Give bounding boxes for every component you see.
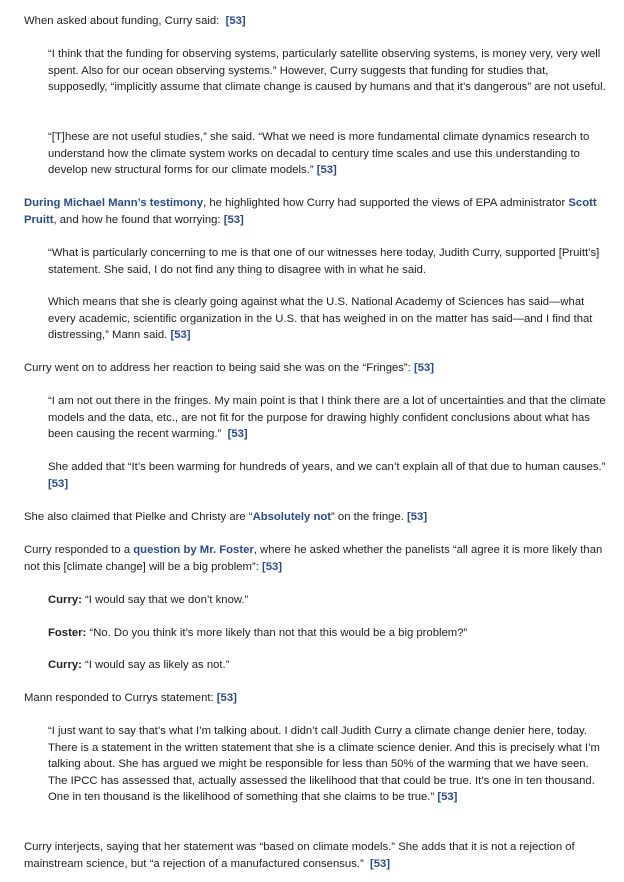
speaker-name: Curry: [48, 594, 82, 606]
scott-pruitt-link[interactable]: Scott Pruitt [24, 197, 597, 226]
quote-pruitt: “What is particularly concerning to me is that one of our witnesses here today, Judith Curry, supported [Pruitt’s] statement. She said, I do not find any thing to disagree with in what he said. [48, 247, 600, 276]
citation-link[interactable]: [53] [261, 560, 283, 573]
citation-link[interactable]: [53] [369, 857, 391, 870]
citation-link[interactable]: [53] [216, 692, 237, 704]
quote-funding: “I think that the funding for observing systems, particularly satellite observing systems, is money very, very well spent. Also for our ocean observing systems.” However, Curry suggests that funding for studies that, supposedly, “implicitly assume that climate change is caused by humans and that it’s dangerous” are not useful. [48, 48, 606, 94]
paragraph-funding: When asked about funding, Curry said: [53] [24, 15, 246, 27]
speaker-name: Foster: [48, 627, 87, 639]
citation-link[interactable]: [53] [170, 329, 191, 342]
dialog-line: Curry: “I would say as likely as not.” [48, 659, 230, 671]
citation-link[interactable]: [53] [413, 362, 435, 374]
paragraph-foster-question: Curry responded to a question by Mr. Foster, where he asked whether the panelists “all agree it is more likely than not this [climate change] will be a big problem”: [53] [24, 544, 603, 573]
paragraph-pielke-christy: She also claimed that Pielke and Christy are “Absolutely not” on the fringe. [53] [24, 511, 428, 523]
quote-warming: She added that “It’s been warming for hundreds of years, and we can’t explain all of that due to human causes.” [53] [48, 461, 606, 490]
absolutely-not-link[interactable]: Absolutely not [252, 511, 332, 523]
citation-link[interactable]: [53] [437, 791, 458, 804]
citation-link[interactable]: [53] [227, 428, 248, 441]
paragraph-fringes: Curry went on to address her reaction to being said she was on the “Fringes”: [53] [24, 362, 435, 374]
quote-academy: Which means that she is clearly going against what the U.S. National Academy of Sciences has said—what every academic, scientific organization in the U.S. that has weighed in on the matter has said—and I find that distressing,” Mann said. [53] [48, 296, 593, 342]
paragraph-curry-interjects: Curry interjects, saying that her statement was “based on climate models.” She adds that it is not a rejection of mainstream science, but “a rejection of a manufactured consensus.” [53] [24, 841, 575, 870]
quote-useful-studies: “[T]hese are not useful studies,” she said. “What we need is more fundamental climate dynamics research to understand how the climate system works on decadal to century time scales and use this understanding to develop new structural forms for our climate models.” [53] [48, 131, 590, 177]
citation-link[interactable]: [53] [407, 511, 428, 523]
speaker-name: Curry: [48, 659, 82, 671]
citation-link[interactable]: [53] [223, 213, 244, 226]
paragraph-mann-response: Mann responded to Currys statement: [53] [24, 692, 237, 704]
paragraph-mann-testimony: During Michael Mann’s testimony, he highlighted how Curry had supported the views of EPA administrator Scott Pruitt, and how he found that worrying: [53] [24, 197, 597, 226]
quote-mann-response: “I just want to say that’s what I’m talking about. I didn’t call Judith Curry a climate change denier here, today. There is a statement in the written statement that she is a climate science denier. And this is precisely what I’m talking about. She has argued we might be responsible for less than 50% of the warming that we have seen. The IPCC has assessed that, actually assessed the likelihood that that could be true. It’s one in ten thousand. One in ten thousand is the likelihood of something that she claims to be true.” [53] [48, 725, 600, 804]
foster-question-link[interactable]: question by Mr. Foster [133, 544, 254, 556]
citation-link[interactable]: [53] [316, 164, 337, 177]
dialog-line: Foster: “No. Do you think it’s more likely than not that this would be a big problem?” [48, 627, 468, 639]
quote-fringes: “I am not out there in the fringes. My main point is that I think there are a lot of uncertainties and that the climate models and the data, etc., are not fit for the purpose for drawing highly confident conclusions about what has been causing the recent warming.” [53] [48, 395, 606, 441]
citation-link[interactable]: [53] [225, 15, 246, 27]
citation-link[interactable]: [53] [48, 477, 69, 490]
dialog-line: Curry: “I would say that we don’t know.” [48, 594, 249, 606]
mann-testimony-link[interactable]: During Michael Mann’s testimony [24, 197, 204, 209]
